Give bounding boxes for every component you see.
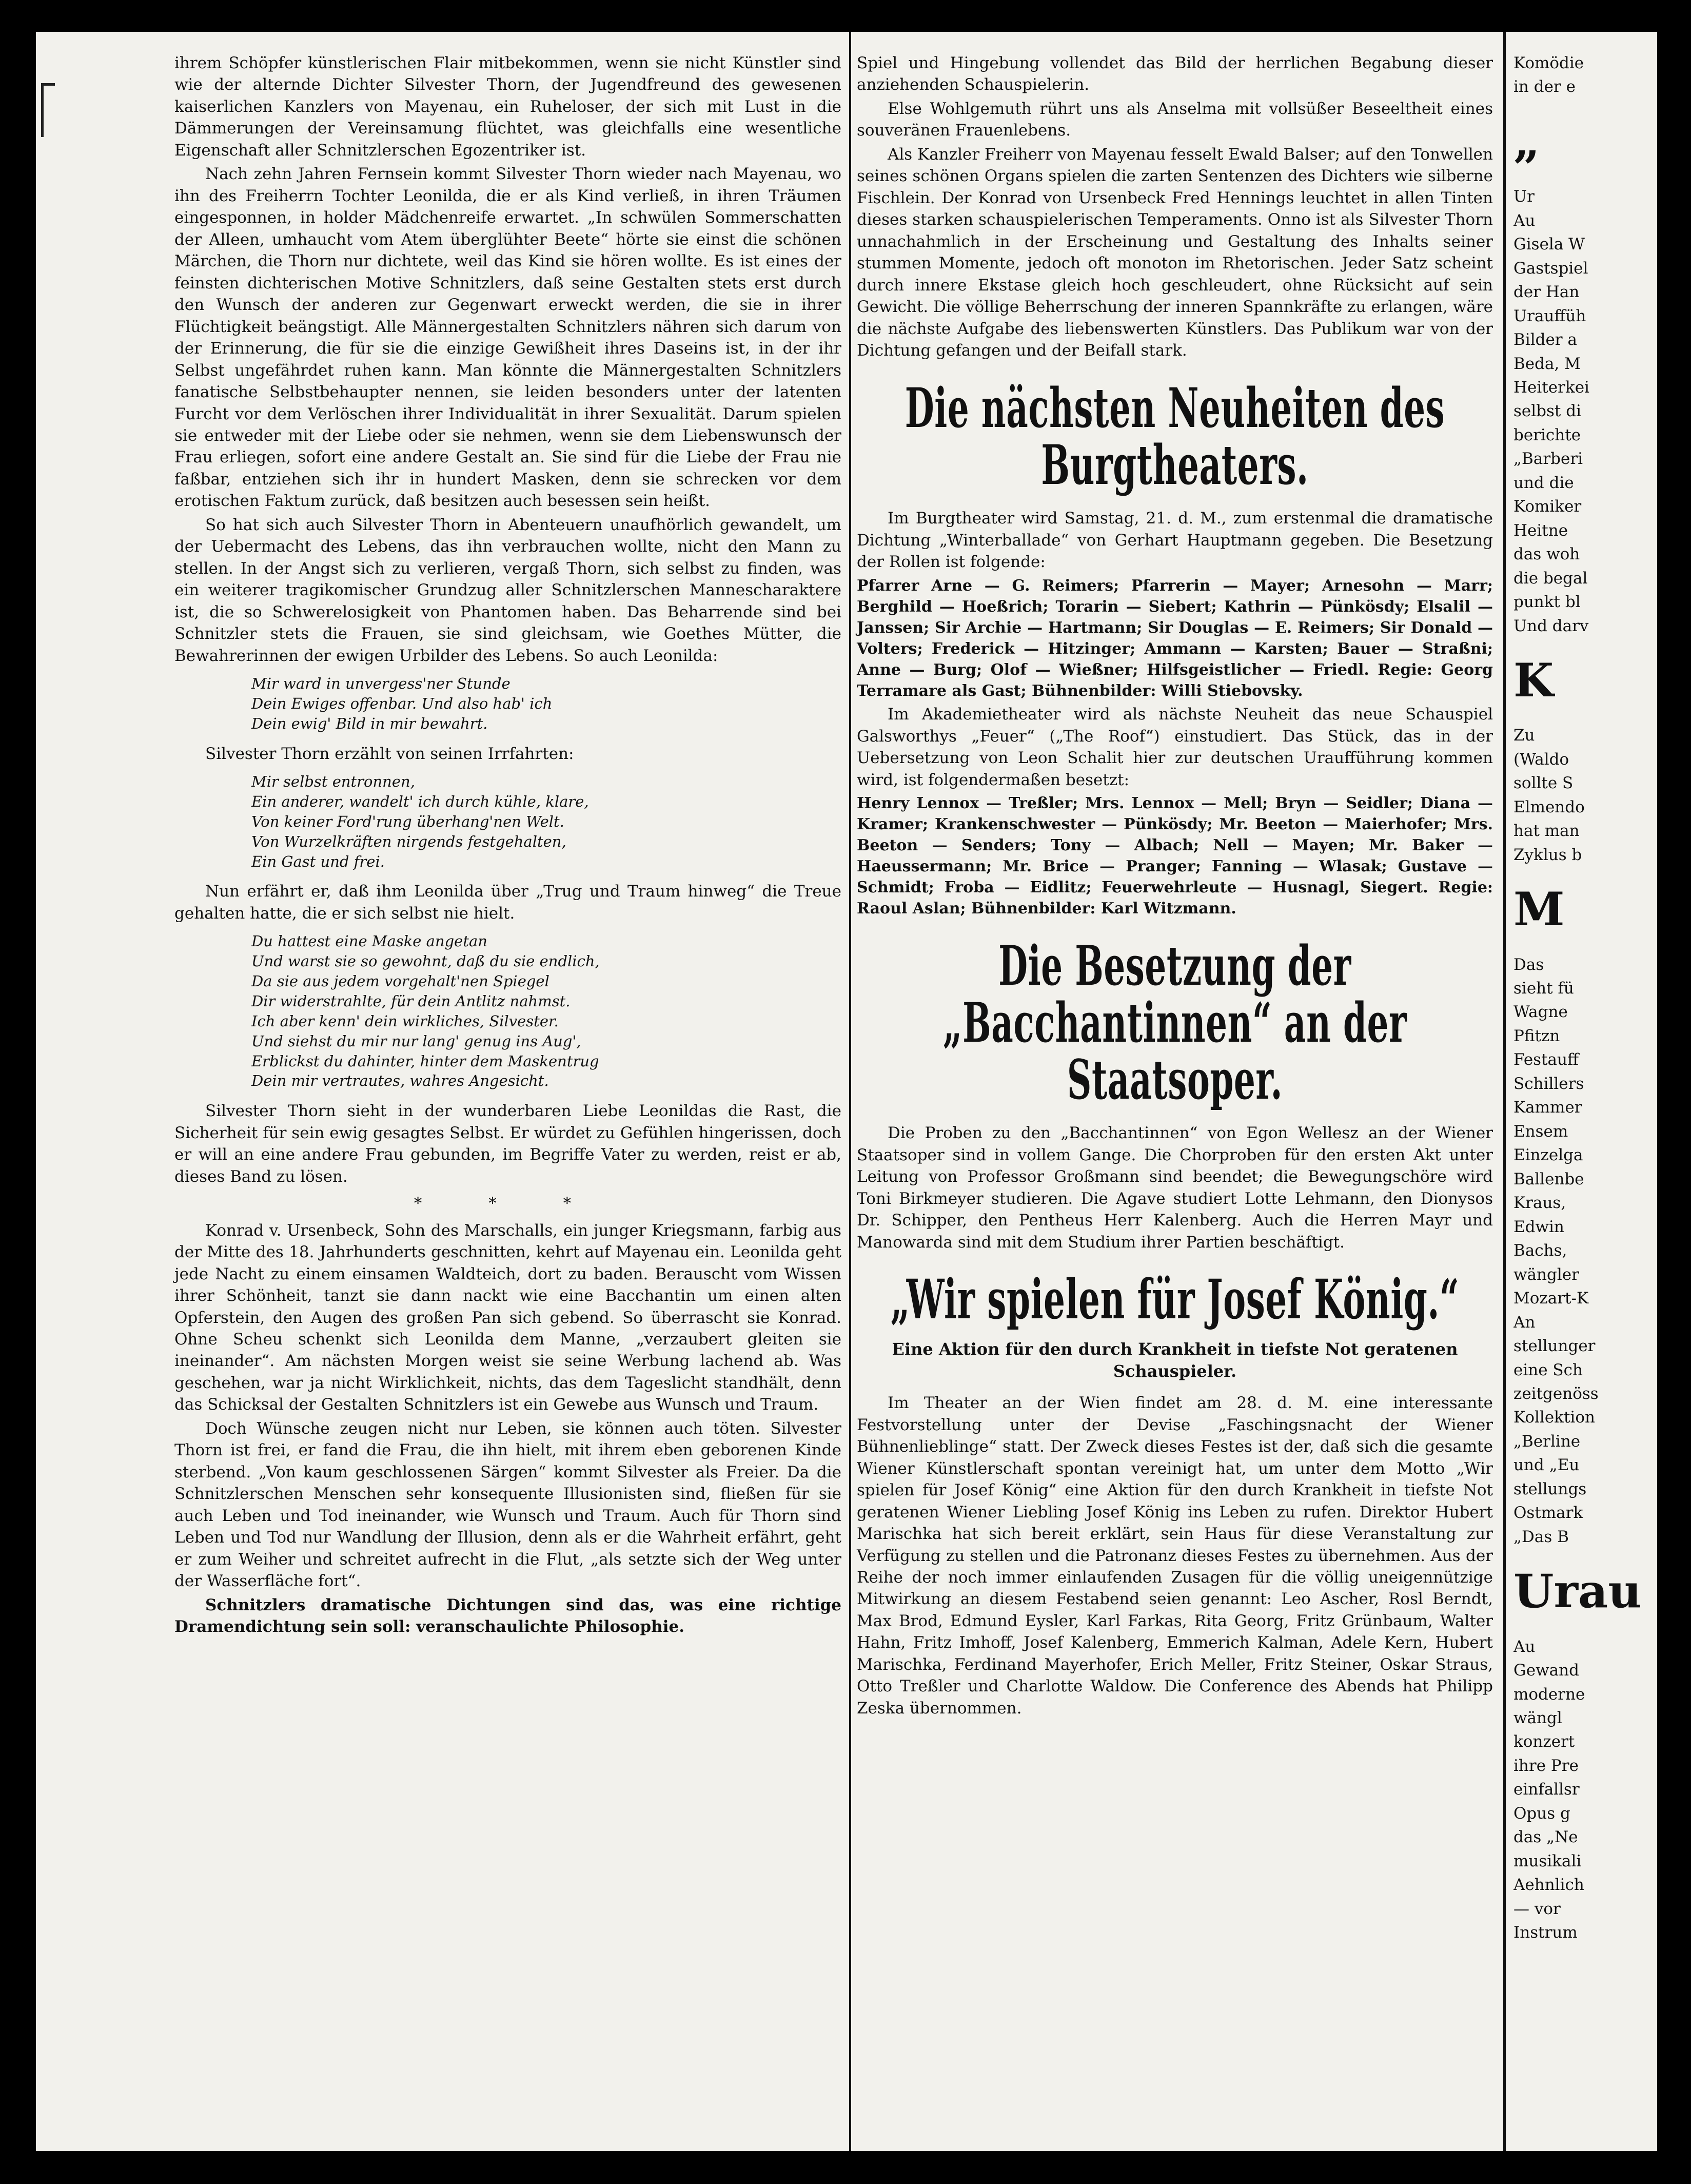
poem-line: Und siehst du mir nur lang' genug ins Aug', xyxy=(251,1032,581,1050)
margin-crop-mark xyxy=(41,83,55,137)
text-line: selbst di xyxy=(1513,402,1581,421)
text-line: Komiker xyxy=(1513,497,1582,516)
text-line: Gewand xyxy=(1513,1661,1579,1680)
text-line: Wagne xyxy=(1513,1003,1568,1022)
poem-line: Du hattest eine Maske angetan xyxy=(251,932,487,950)
text-line: wängl xyxy=(1513,1708,1562,1727)
poem-line: Von keiner Ford'rung überhang'nen Welt. xyxy=(251,812,564,830)
text-line: Ballenbe xyxy=(1513,1169,1584,1188)
poem-line: Ich aber kenn' dein wirkliches, Silvester. xyxy=(251,1012,559,1030)
text-line: ihre Pre xyxy=(1513,1756,1579,1775)
text-line: (Waldo xyxy=(1513,750,1569,769)
paragraph: Schnitzlers dramatische Dichtungen sind das, was eine richtige Dramendichtung sein soll: veranschaulichte Philosophie. xyxy=(174,1595,841,1636)
text-line: Bilder a xyxy=(1513,330,1577,349)
paragraph: Doch Wünsche zeugen nicht nur Leben, sie können auch töten. Silvester Thorn ist frei, er fand die Frau, die ihn hielt, mit ihrem eben geborenen Kinde sterbend. „Von kaum geschlossenen Särgen“ kommt Silvester als Freier. Da die Schnitzlerschen Menschen sehr konsequente Illusionisten sind, fließen für sie auch Leben und Tod ineinander, wie Wunsch und Traum. Auch für Thorn sind Leben und Tod nur Wandlung der Illusion, denn als er die Wahrheit erfährt, geht er zum Weiher und schreitet aufrecht in die Flut, „als setzte sich der Weg unter der Wasserfläche fort“. xyxy=(174,1419,841,1591)
text-line: die begal xyxy=(1513,569,1588,588)
text-line: stellungs xyxy=(1513,1479,1587,1498)
text-line: einfallsr xyxy=(1513,1780,1580,1799)
text-line: moderne xyxy=(1513,1685,1585,1704)
text-line: wängler xyxy=(1513,1265,1579,1284)
text-line: Kammer xyxy=(1513,1098,1582,1117)
column-right-cropped xyxy=(1513,52,1657,1946)
text-line: Gisela W xyxy=(1513,235,1585,254)
cropped-headline-quote: „ xyxy=(1513,114,1540,169)
paragraph: Else Wohlgemuth rührt uns als Anselma mit vollsüßer Beseeltheit eines souveränen Frauenlebens. xyxy=(857,99,1493,140)
text-line: und „Eu xyxy=(1513,1456,1580,1475)
text-line: punkt bl xyxy=(1513,593,1581,612)
text-line: das „Ne xyxy=(1513,1828,1578,1847)
poem-line: Und warst sie so gewohnt, daß du sie endlich, xyxy=(251,952,600,970)
newspaper-page xyxy=(36,32,1657,2151)
text-line: Heiterkei xyxy=(1513,378,1589,397)
poem-line: Dein mir vertrautes, wahres Angesicht. xyxy=(251,1072,549,1090)
text-line: „Berline xyxy=(1513,1432,1581,1451)
text-line: Opus g xyxy=(1513,1804,1570,1823)
text-line: „Das B xyxy=(1513,1527,1569,1546)
text-line: Bachs, xyxy=(1513,1241,1567,1260)
poem-line: Mir ward in unvergess'ner Stunde xyxy=(251,675,510,693)
paragraph: Als Kanzler Freiherr von Mayenau fesselt Ewald Balser; auf den Tonwellen seines schönen Organs spielen die zarten Sentenzen des Dichters wie silberne Fischlein. Der Konrad von Ursenbeck Fred Hennings leuchtet in allen Tinten dieses starken schauspielerischen Temperaments. Onno ist als Silvester Thorn unnachahmlich in der Erscheinung und Gestaltung des Inhalts seiner stummen Momente, jedoch oft monoton im Rhetorischen. Jeder Satz scheint durch innere Ekstase gleich hoch geschleudert, ohne Rücksicht auf sein Gewicht. Die völlige Beherrschung der inneren Spannkräfte zu erlangen, wäre die nächste Aufgabe des liebenswerten Künstlers. Das Publikum war von der Dichtung gefangen und der Beifall stark. xyxy=(857,145,1493,360)
text-line: Zyklus b xyxy=(1513,845,1582,864)
section-divider-stars: * * * xyxy=(414,1194,602,1213)
poem-maske xyxy=(251,931,841,1091)
paragraph: Spiel und Hingebung vollendet das Bild der herrlichen Begabung dieser anziehenden Schauspielerin. xyxy=(857,54,1493,94)
poem-line: Da sie aus jedem vorgehalt'nen Spiegel xyxy=(251,972,549,990)
paragraph: So hat sich auch Silvester Thorn in Abenteuern unaufhörlich gewandelt, um der Uebermacht des Lebens, das ihn verbrauchen wollte, nicht den Mann zu stellen. In der Angst sich zu verlieren, vergaß Thorn, sich selbst zu finden, was ein weiterer tragikomischer Grundzug aller Schnitzlerschen Mannescharaktere ist, die so Schwerelosigkeit von Phantomen haben. Das Beharrende sind bei Schnitzler stets die Frauen, sie sind gleichsam, wie Goethes Mütter, die Bewahrerinnen der ewigen Urbilder des Lebens. So auch Leonilda: xyxy=(174,515,841,665)
text-line: sieht fü xyxy=(1513,979,1574,998)
paragraph: Im Burgtheater wird Samstag, 21. d. M., zum erstenmal die dramatische Dichtung „Winterballade“ von Gerhart Hauptmann gegeben. Die Besetzung der Rollen ist folgende: xyxy=(857,509,1493,572)
text-line: „Barberi xyxy=(1513,450,1583,469)
paragraph: Die Proben zu den „Bacchantinnen“ von Egon Wellesz an der Wiener Staatsoper sind in vollem Gange. Die Chorproben für den ersten Akt unter Leitung von Professor Großmann sind beendet; die Bewegungschöre wird Toni Birkmeyer studieren. Die Agave studiert Lotte Lehmann, den Dionysos Dr. Schipper, den Pentheus Herr Kalenberg. Auch die Herren Mayr und Manowarda sind mit dem Studium ihrer Partien beschäftigt. xyxy=(857,1124,1493,1252)
text-line: Beda, M xyxy=(1513,354,1581,373)
text-line: Schillers xyxy=(1513,1074,1584,1093)
poem-line: Dir widerstrahlte, für dein Antlitz nahmst. xyxy=(251,992,571,1010)
text-line: Pfitzn xyxy=(1513,1026,1560,1045)
poem-line: Ein anderer, wandelt' ich durch kühle, klare, xyxy=(251,793,589,811)
text-line: Gastspiel xyxy=(1513,259,1588,278)
text-line: Au xyxy=(1513,211,1536,230)
text-line: Instrum xyxy=(1513,1923,1578,1942)
cast-list-akademietheater: Henry Lennox — Treßler; Mrs. Lennox — Mell; Bryn — Seidler; Diana — Kramer; Krankenschwester — Pünkösdy; Mr. Beeton — Maierhofer; Mrs. Beeton — Senders; Tony — Albach; Nell — Mayen; Mr. Baker — Haeussermann; Mr. Brice — Pranger; Fanning — Wlasak; Gustave — Schmidt; Froba — Eidlitz; Feuerwehrleute — Husnagl, Siegert. Regie: Raoul Aslan; Bühnenbilder: Karl Witzmann. xyxy=(857,794,1493,918)
text-line: Kraus, xyxy=(1513,1194,1566,1213)
text-line: Ur xyxy=(1513,187,1535,206)
text-line: Zu xyxy=(1513,726,1535,745)
paragraph: ihrem Schöpfer künstlerischen Flair mitbekommen, wenn sie nicht Künstler sind wie der alternde Dichter Silvester Thorn, der Jugendfreund des gewesenen kaiserlichen Kanzlers von Mayenau, ein Ruheloser, der sich mit Lust in die Dämmerungen der Vereinsamung flüchtet, was gleichfalls eine wesentliche Eigenschaft aller Schnitzlerschen Egozentriker ist. xyxy=(174,54,841,160)
column-rule-2 xyxy=(1503,32,1506,2151)
headline-burgtheater: Die nächsten Neuheiten des Burgtheaters. xyxy=(905,375,1445,497)
text-line: musikali xyxy=(1513,1851,1582,1870)
text-line: und die xyxy=(1513,473,1574,492)
text-line: der Han xyxy=(1513,283,1580,302)
text-line: Au xyxy=(1513,1637,1536,1656)
cropped-headline: K xyxy=(1513,653,1554,708)
text-line: eine Sch xyxy=(1513,1360,1583,1379)
cropped-headline: Urau xyxy=(1513,1564,1642,1619)
paragraph: Nach zehn Jahren Fernsein kommt Silvester Thorn wieder nach Mayenau, wo ihn des Freiherrn Tochter Leonilda, die er als Kind verließ, in ihren Träumen eingesponnen, in holder Mädchenreife erwartet. „In schwülen Sommerschatten der Alleen, umhaucht vom Atem überglühter Beete“ hörte sie einst die schönen Märchen, die Thorn nur dichtete, weil das Kind sie hören wollte. Es ist eines der feinsten dichterischen Motive Schnitzlers, daß seine Gestalten stets erst durch den Wunsch der anderen zur Gegenwart erweckt werden, die sie in ihrer Flüchtigkeit beängstigt. Alle Männergestalten Schnitzlers nähren sich darum von der Erinnerung, die für sie die einzige Gewißheit ihres Daseins ist, in der ihr Selbst ungefährdet ruhen kann. Man könnte die Männergestalten Schnitzlers fanatische Selbstbehaupter nennen, sie leiden besonders unter der latenten Furcht vor dem Verlöschen ihrer Individualität in ihrer Sexualität. Darum spielen sie entweder mit der Liebe oder sie nehmen, wenn sie dem Liebenswunsch der Frau erliegen, sofort eine andere Gestalt an. Sie sind für die Liebe der Frau nie faßbar, entziehen sich ihr in hundert Masken, denn sie schrecken vor dem erotischen Faktum zurück, daß besitzen auch besessen sein heißt. xyxy=(174,165,841,511)
text-line: Das xyxy=(1513,955,1544,974)
poem-line: Erblickst du dahinter, hinter dem Maskentrug xyxy=(251,1052,599,1070)
text-line: Und darv xyxy=(1513,616,1589,635)
poem-line: Von Wurzelkräften nirgends festgehalten, xyxy=(251,832,566,850)
paragraph: Konrad v. Ursenbeck, Sohn des Marschalls, ein junger Kriegsmann, farbig aus der Mitte des 18. Jahrhunderts geschnitten, kehrt auf Mayenau ein. Leonilda geht jede Nacht zu einem einsamen Waldteich, dort zu baden. Berauscht vom Wissen ihrer Schönheit, tanzt sie dann nackt wie eine Bacchantin um einen alten Opferstein, den Augen des großen Pan sich gebend. So überrascht sie Konrad. Ohne Scheu schenkt sich Leonilda dem Manne, „verzaubert gleiten sie ineinander“. Am nächsten Morgen weist sie seine Werbung lachend ab. Was geschehen, war ja nicht Wirklichkeit, nichts, das dem Tageslicht standhält, denn das Schicksal der Gestalten Schnitzlers ist ein Gewebe aus Wunsch und Traum. xyxy=(174,1221,841,1414)
text-line: in der e xyxy=(1513,77,1576,96)
subheadline-josef-koenig: Eine Aktion für den durch Krankheit in tiefste Not geratenen Schauspieler. xyxy=(892,1339,1458,1381)
text-line: das woh xyxy=(1513,545,1580,564)
poem-line: Dein Ewiges offenbar. Und also hab' ich xyxy=(251,694,553,712)
paragraph: Im Akademietheater wird als nächste Neuheit das neue Schauspiel Galsworthys „Feuer“ („The Roof“) einstudiert. Das Stück, das in der Uebersetzung von Leon Schalit hier zur deutschen Uraufführung kommen wird, ist folgendermaßen besetzt: xyxy=(857,705,1493,789)
poem-line: Mir selbst entronnen, xyxy=(251,773,415,791)
text-line: Aehnlich xyxy=(1513,1876,1584,1895)
cropped-headline: M xyxy=(1513,882,1565,937)
text-line: Mozart-K xyxy=(1513,1289,1589,1308)
paragraph: Silvester Thorn erzählt von seinen Irrfahrten: xyxy=(205,744,574,763)
text-line: zeitgenöss xyxy=(1513,1384,1599,1403)
text-line: Edwin xyxy=(1513,1217,1564,1236)
poem-leonilda xyxy=(251,674,841,734)
text-line: Urauffüh xyxy=(1513,306,1586,325)
text-line: Komödie xyxy=(1513,54,1584,72)
text-line: Ensem xyxy=(1513,1122,1568,1141)
cast-list-burgtheater: Pfarrer Arne — G. Reimers; Pfarrerin — Mayer; Arnesohn — Marr; Berghild — Hoeßrich; Torarin — Siebert; Kathrin — Pünkösdy; Elsalil — Janssen; Sir Archie — Hartmann; Sir Douglas — E. Reimers; Sir Donald — Volters; Frederick — Hitzinger; Ammann — Karsten; Bauer — Straßni; Anne — Burg; Olof — Wießner; Hilfsgeistlicher — Friedl. Regie: Georg Terramare als Gast; Bühnenbilder: Willi Stiebovsky. xyxy=(857,576,1493,700)
text-line: sollte S xyxy=(1513,774,1574,793)
text-line: Heitne xyxy=(1513,521,1568,540)
text-line: — vor xyxy=(1513,1899,1561,1918)
text-line: konzert xyxy=(1513,1732,1575,1751)
text-line: An xyxy=(1513,1313,1536,1332)
paragraph: Silvester Thorn sieht in der wunderbaren Liebe Leonildas die Rast, die Sicherheit für sein ewig gesagtes Selbst. Er würdet zu Gefühlen hingerissen, doch er will an eine andere Frau gebunden, im Begriffe Vater zu werden, reist er ab, dieses Band zu lösen. xyxy=(174,1102,841,1186)
poem-line: Ein Gast und frei. xyxy=(251,852,385,870)
paragraph: Nun erfährt er, daß ihm Leonilda über „Trug und Traum hinweg“ die Treue gehalten hatte, die er sich selbst nie hielt. xyxy=(174,882,841,923)
poem-thorn xyxy=(251,772,841,871)
text-line: Kollektion xyxy=(1513,1408,1595,1427)
column-center xyxy=(857,52,1493,1721)
column-left xyxy=(174,52,841,1640)
text-line: stellunger xyxy=(1513,1337,1596,1356)
column-rule-1 xyxy=(849,32,851,2151)
text-line: Elmendo xyxy=(1513,797,1585,816)
text-line: hat man xyxy=(1513,822,1580,841)
text-line: Festauff xyxy=(1513,1050,1579,1069)
text-line: Einzelga xyxy=(1513,1146,1583,1165)
text-line: Ostmark xyxy=(1513,1504,1583,1523)
headline-josef-koenig: „Wir spielen für Josef König.“ xyxy=(890,1267,1460,1332)
text-line: berichte xyxy=(1513,425,1581,444)
paragraph: Im Theater an der Wien findet am 28. d. M. eine interessante Festvorstellung unter der Devise „Faschingsnacht der Wiener Bühnenlieblinge“ statt. Der Zweck dieses Festes ist der, daß sich die gesamte Wiener Künstlerschaft spontan vereinigt hat, um unter dem Motto „Wir spielen für Josef König“ eine Aktion für den durch Krankheit in tiefste Not geratenen Wiener Liebling Josef König ins Leben zu rufen. Direktor Hubert Marischka hat sich bereit erklärt, sein Haus für diese Veranstaltung zur Verfügung zu stellen und die Patronanz dieses Festes zu übernehmen. Aus der Reihe der noch immer einlaufenden Zusagen für die völlig uneigennützige Mitwirkung an diesem Festabend seien genannt: Leo Ascher, Rosl Berndt, Max Brod, Edmund Eysler, Karl Farkas, Rita Georg, Fritz Grünbaum, Walter Hahn, Fritz Imhoff, Josef Kalenberg, Emmerich Kalman, Adele Kern, Hubert Marischka, Ferdinand Mayerhofer, Erich Meller, Fritz Steiner, Oskar Straus, Otto Treßler und Charlotte Waldow. Die Conference des Abends hat Philipp Zeska übernommen. xyxy=(857,1394,1493,1718)
headline-bacchantinnen: Die Besetzung der „Bacchantinnen“ an der Staatsoper. xyxy=(942,933,1407,1112)
poem-line: Dein ewig' Bild in mir bewahrt. xyxy=(251,714,488,732)
